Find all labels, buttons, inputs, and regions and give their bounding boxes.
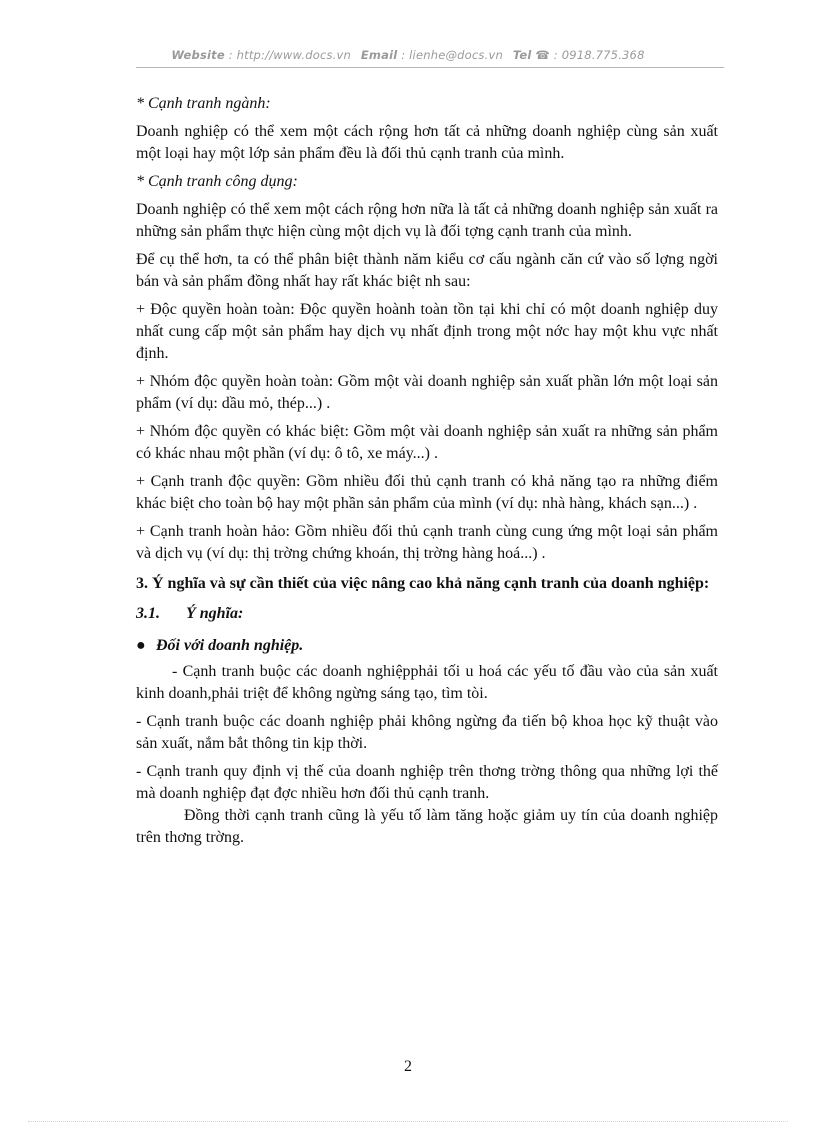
website-value: : http://www.docs.vn [228, 48, 352, 62]
page-number: 2 [404, 1058, 412, 1075]
website-label: Website [171, 48, 225, 62]
paragraph-phan-biet: Để cụ thể hơn, ta có thể phân biệt thành năm kiểu cơ cấu ngành căn cứ vào số lợng ngời bán và sản phẩm đồng nhất hay rất khác biệt nh sau: [136, 251, 718, 290]
email-value: : lienhe@docs.vn [401, 48, 503, 62]
paragraph-dn-3: - Cạnh tranh quy định vị thế của doanh nghiệp trên thơng trờng thông qua những lợi thế mà doanh nghiệp đạt đợc nhiều hơn đối thủ cạnh tranh. [136, 763, 718, 802]
section-3-title: 3. Ý nghĩa và sự cần thiết của việc nâng cao khả năng cạnh tranh của doanh nghiệp: [136, 575, 710, 592]
tel-label: Tel [512, 48, 532, 62]
paragraph-dn-1: - Cạnh tranh buộc các doanh nghiệpphải tối u hoá các yếu tố đầu vào của sản xuất kinh doanh,phải triệt để không ngừng sáng tạo, tìm tòi. [136, 663, 718, 702]
header-divider [136, 67, 724, 68]
subsection-3-1-title [136, 603, 718, 625]
footer-divider [28, 1121, 788, 1122]
tel-value: ☎ : 0918.775.368 [535, 48, 645, 62]
email-label: Email [360, 48, 398, 62]
paragraph-nhom-doc-quyen-khac-biet: + Nhóm độc quyền có khác biệt: Gồm một vài doanh nghiệp sản xuất ra những sản phẩm có khác nhau một phần (ví dụ: ô tô, xe máy...) . [136, 423, 718, 462]
heading-canh-tranh-nganh: * Cạnh tranh ngành: [136, 95, 271, 112]
paragraph-nhom-doc-quyen-hoan-toan: + Nhóm độc quyền hoàn toàn: Gồm một vài doanh nghiệp sản xuất phần lớn một loại sản phẩm (ví dụ: dầu mỏ, thép...) . [136, 373, 718, 412]
bullet-heading [136, 635, 718, 657]
bullet-heading-label: Đối với doanh nghiệp. [156, 637, 304, 654]
document-body [136, 93, 718, 855]
heading-canh-tranh-cong-dung: * Cạnh tranh công dụng: [136, 173, 298, 190]
paragraph-dn-2: - Cạnh tranh buộc các doanh nghiệp phải không ngừng đa tiến bộ khoa học kỹ thuật vào sản xuất, nắm bắt thông tin kịp thời. [136, 713, 718, 752]
paragraph-canh-tranh-doc-quyen: + Cạnh tranh độc quyền: Gồm nhiều đối thủ cạnh tranh có khả năng tạo ra những điểm khác biệt cho toàn bộ hay một phần sản phẩm của mình (ví dụ: nhà hàng, khách sạn...) . [136, 473, 718, 512]
bullet-dot-icon: ● [136, 637, 146, 654]
paragraph-dn-4: Đồng thời cạnh tranh cũng là yếu tố làm tăng hoặc giảm uy tín của doanh nghiệp trên thơng trờng. [136, 807, 718, 846]
subsection-number: 3.1. [136, 605, 160, 622]
page-header [0, 48, 816, 62]
paragraph-canh-tranh-cong-dung: Doanh nghiệp có thể xem một cách rộng hơn nữa là tất cả những doanh nghiệp sản xuất ra những sản phẩm thực hiện cùng một dịch vụ là đối tợng cạnh tranh của mình. [136, 201, 718, 240]
paragraph-doc-quyen-hoan-toan: + Độc quyền hoàn toàn: Độc quyền hoành toàn tồn tại khi chỉ có một doanh nghiệp duy nhất cung cấp một sản phẩm hay dịch vụ nhất định trong một nớc hay một khu vực nhất định. [136, 301, 718, 362]
subsection-label: Ý nghĩa: [186, 605, 244, 622]
paragraph-canh-tranh-nganh: Doanh nghiệp có thể xem một cách rộng hơn tất cả những doanh nghiệp cùng sản xuất một loại hay một lớp sản phẩm đều là đối thủ cạnh tranh của mình. [136, 123, 718, 162]
paragraph-canh-tranh-hoan-hao: + Cạnh tranh hoàn hảo: Gồm nhiều đối thủ cạnh tranh cùng cung ứng một loại sản phẩm và dịch vụ (ví dụ: thị trờng chứng khoán, thị trờng hàng hoá...) . [136, 523, 718, 562]
